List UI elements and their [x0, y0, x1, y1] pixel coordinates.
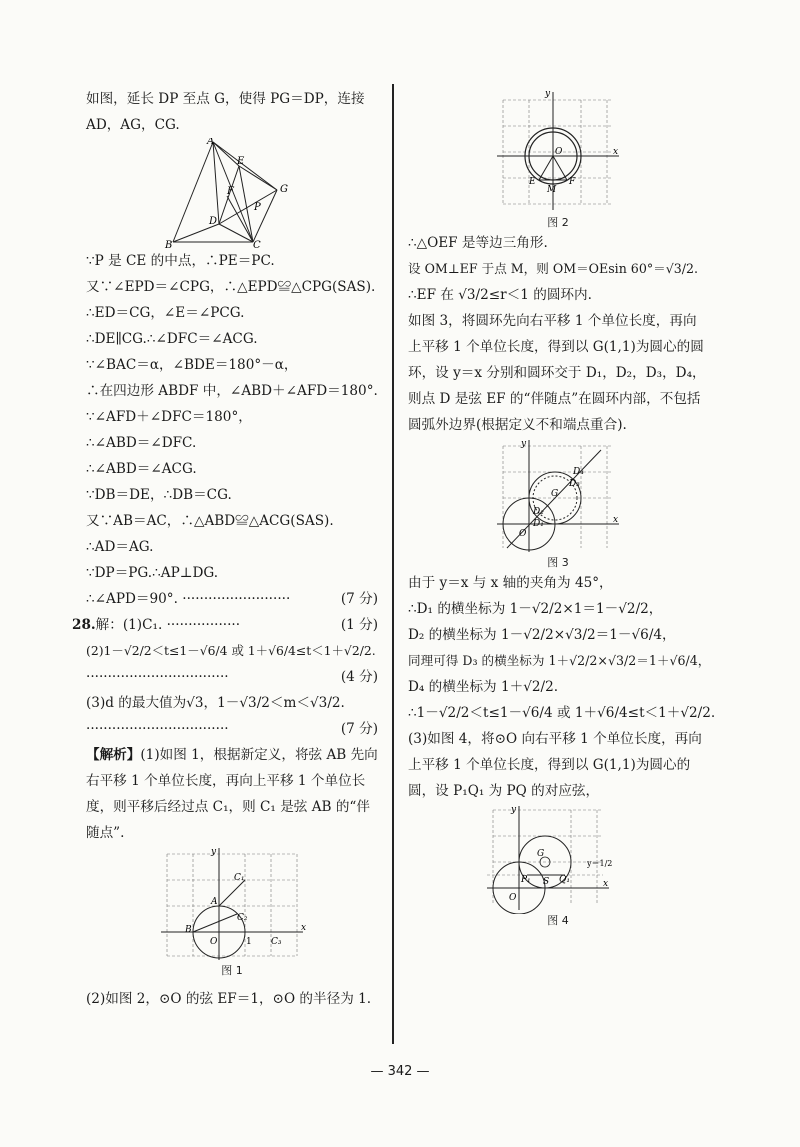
right-line-9: D₄ 的横坐标为 1＋√2/2. [408, 679, 559, 695]
fig1-label-y: y [211, 847, 217, 857]
page-number: — 342 — [370, 1064, 430, 1079]
fig3-label-o: O [519, 529, 527, 539]
right-line-10: ∴1－√2/2＜t≤1－√6/4 或 1＋√6/4≤t＜1＋√2/2. [408, 705, 716, 721]
intro-line-2: AD，AG，CG. [86, 117, 180, 133]
q28-part3-dots: ································· (7 分) [86, 716, 378, 742]
proof-line-11: 又∵AB＝AC，∴△ABD≌△ACG(SAS). [86, 513, 334, 529]
analysis-tag: 【解析】 [86, 747, 141, 763]
fig1-label-c2: C₂ [237, 913, 248, 923]
q28-1-score: (1 分) [340, 617, 378, 633]
geo-label-g: G [280, 184, 288, 195]
geo-label-d: D [209, 216, 218, 227]
right-paragraph-fig4: (3)如图 4，将⊙O 向右平移 1 个单位长度，再向上平移 1 个单位长度，得到以 G(1,1)为圆心的圆，设 P₁Q₁ 为 PQ 的对应弦， [408, 731, 702, 799]
fig4-label-g: G [537, 849, 545, 859]
figure-4 [483, 804, 633, 914]
fig3-label-g: G [551, 489, 559, 499]
proof-line-4: ∴DE∥CG.∴∠DFC＝∠ACG. [86, 331, 258, 347]
proof-score: (7 分) [340, 591, 378, 607]
q28-3-score: (7 分) [340, 721, 378, 737]
fig2-label-m: M [547, 185, 557, 195]
fig4-label-q1: Q₁ [559, 875, 570, 885]
fig3-label-d1: D₁ [533, 519, 544, 529]
right-line-8: 同理可得 D₃ 的横坐标为 1＋√2/2×√3/2＝1＋√6/4， [408, 653, 711, 668]
proof-line-12: ∴AD＝AG. [86, 539, 154, 555]
q28-part3: (3)d 的最大值为√3，1－√3/2＜m＜√3/2. [86, 695, 345, 711]
right-line-6: ∴D₁ 的横坐标为 1－√2/2×1＝1－√2/2， [408, 601, 663, 617]
proof-line-13: ∵DP＝PG.∴AP⊥DG. [86, 565, 219, 581]
right-line-3: ∴EF 在 √3/2≤r＜1 的圆环内. [408, 287, 592, 303]
q28-part1: 28.解：(1)C₁. ················· (1 分) [72, 612, 378, 638]
fig1-label-x: x [301, 923, 307, 933]
left-column [72, 86, 378, 1012]
q28-1-text: 解：(1)C₁. [95, 617, 163, 633]
fig2-label-f: F [569, 177, 576, 187]
figure-2-caption: 图 2 [547, 216, 569, 229]
proof-conclusion: ∴∠APD＝90°. [86, 591, 178, 607]
column-divider [392, 84, 394, 1044]
fig3-label-d3: D₃ [569, 479, 580, 489]
q28-part2: (2)1－√2/2＜t≤1－√6/4 或 1＋√6/4≤t＜1＋√2/2. [86, 643, 376, 658]
proof-line-10: ∵DB＝DE，∴DB＝CG. [86, 487, 232, 503]
analysis-text: (1)如图 1，根据新定义，将弦 AB 先向右平移 1 个单位长度，再向上平移 1 个单位长度，则平移后经过点 C₁，则 C₁ 是弦 AB 的“伴随点”. [86, 747, 378, 841]
fig4-label-half-line: y＝1/2 [587, 859, 613, 868]
fig1-label-c3: C₃ [271, 937, 282, 947]
proof-line-6: ∴在四边形 ABDF 中，∠ABD＋∠AFD＝180°. [86, 383, 378, 399]
proof-line-3: ∴ED＝CG，∠E＝∠PCG. [86, 305, 245, 321]
part2-line: (2)如图 2，⊙O 的弦 EF＝1，⊙O 的半径为 1. [86, 991, 372, 1007]
right-line-1: ∴△OEF 是等边三角形. [408, 235, 548, 251]
right-line-7: D₂ 的横坐标为 1－√2/2×√3/2＝1－√6/4， [408, 627, 676, 643]
fig3-label-d4: D₄ [573, 467, 584, 477]
fig3-label-y: y [521, 439, 527, 449]
figure-1-caption: 图 1 [221, 964, 243, 977]
fig2-label-o: O [555, 147, 563, 157]
right-line-2: 设 OM⊥EF 于点 M，则 OM＝OEsin 60°＝√3/2. [408, 261, 699, 276]
fig4-label-s: S [543, 877, 550, 887]
fig2-label-e: E [529, 177, 536, 187]
geo-label-p: P [254, 202, 261, 213]
right-column [408, 86, 716, 928]
proof-line-2: 又∵∠EPD＝∠CPG，∴△EPD≌△CPG(SAS). [86, 279, 376, 295]
proof-line-14: ∴∠APD＝90°. ························· (7 分) [86, 586, 378, 612]
fig4-label-y: y [511, 805, 517, 815]
fig1-label-b: B [185, 925, 192, 935]
figure-4-caption: 图 4 [547, 914, 569, 927]
proof-line-1: ∵P 是 CE 的中点，∴PE＝PC. [86, 253, 275, 269]
q28-2-score: (4 分) [340, 669, 378, 685]
figure-3-caption: 图 3 [547, 556, 569, 569]
fig4-label-o: O [509, 893, 517, 903]
geometry-figure [157, 138, 307, 248]
right-line-5: 由于 y＝x 与 x 轴的夹角为 45°， [408, 575, 613, 591]
fig1-label-c1: C₁ [234, 873, 245, 883]
right-paragraph-fig3: 如图 3，将圆环先向右平移 1 个单位长度，再向上平移 1 个单位长度，得到以 G(1,1)为圆心的圆环，设 y＝x 分别和圆环交于 D₁，D₂，D₃，D₄，则点 D 是弦 EF 的“伴随点”在圆环内部，不包括圆弧外边界(根据定义不和端点重合). [408, 313, 706, 433]
analysis-paragraph [86, 742, 378, 846]
figure-3 [493, 438, 623, 556]
proof-line-7: ∵∠AFD＋∠DFC＝180°， [86, 409, 252, 425]
q28-part2-dots: ································· (4 分) [86, 664, 378, 690]
fig1-label-1: 1 [246, 937, 252, 947]
fig1-label-o: O [210, 937, 218, 947]
figure-1 [157, 846, 307, 964]
fig3-label-x: x [613, 515, 619, 525]
fig2-label-y: y [545, 89, 551, 99]
fig2-label-x: x [613, 147, 619, 157]
fig3-label-d2: D₂ [533, 507, 544, 517]
intro-line-1: 如图，延长 DP 至点 G，使得 PG＝DP，连接 [86, 91, 365, 107]
geo-label-b: B [165, 240, 173, 248]
q28-number: 28. [72, 617, 96, 633]
geo-label-a: A [207, 138, 215, 147]
geo-label-c: C [253, 240, 261, 248]
geo-label-f: F [227, 186, 234, 197]
geo-label-e: E [237, 156, 245, 167]
proof-line-8: ∴∠ABD＝∠DFC. [86, 435, 197, 451]
figure-2 [493, 86, 623, 216]
fig1-label-a: A [211, 897, 218, 907]
proof-line-9: ∴∠ABD＝∠ACG. [86, 461, 197, 477]
fig4-label-p1: P₁ [521, 875, 531, 885]
fig4-label-x: x [603, 879, 609, 889]
proof-line-5: ∵∠BAC＝α，∠BDE＝180°－α， [86, 357, 298, 373]
